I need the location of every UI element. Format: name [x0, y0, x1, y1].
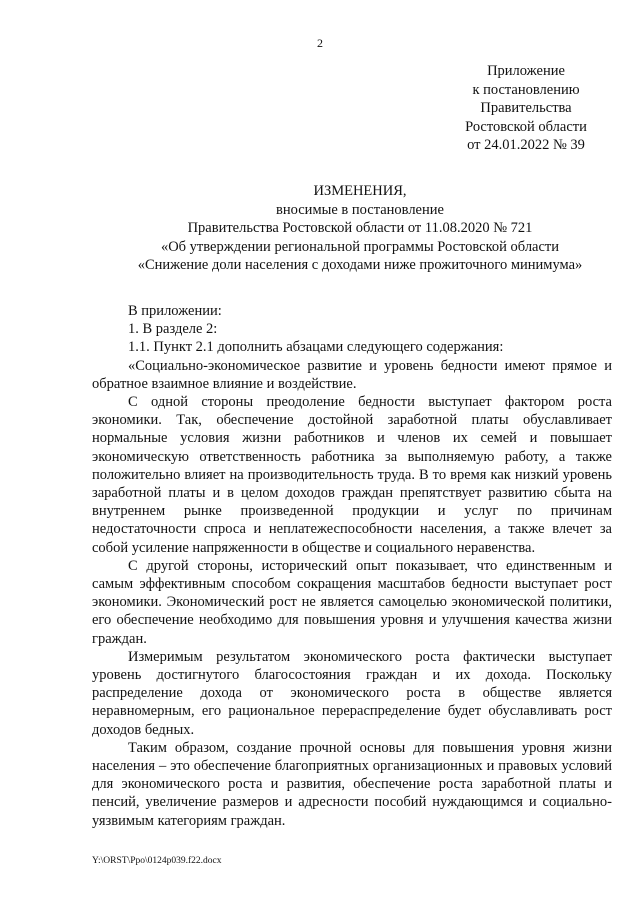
appendix-line-1: Приложение: [487, 63, 565, 79]
paragraph-2: С одной стороны преодоление бедности выступает фактором роста экономики. Так, обеспечение достойной заработной платы обуславливает нормальные условия жизни работников и членов их семей и повышает экономическую ответственность работника за выполняемую работу, а также положительно влияет на производительность труда. В то время как низкий уровень заработной платы и в целом доходов граждан препятствует развитию сбыта на внутреннем рынке произведенной продукции и услуг по причинам недостаточности спроса и неплатежеспособности населения, а также влечет за собой усиление напряженности в обществе и социального неравенства.: [92, 394, 612, 556]
appendix-line-5: от 24.01.2022 № 39: [467, 137, 585, 153]
paragraph-1: «Социально-экономическое развитие и уровень бедности имеют прямое и обратное взаимное влияние и воздействие.: [92, 357, 612, 392]
appendix-line-4: Ростовской области: [465, 118, 587, 135]
intro-line-1: В приложении:: [128, 303, 222, 319]
title-line-4: «Снижение доли населения с доходами ниже прожиточного минимума»: [137, 257, 583, 273]
paragraph-4: Измеримым результатом экономического роста фактически выступает уровень достигнутого благосостояния граждан и их дохода. Поскольку распределение дохода от экономического роста в обществе является неравномерным, его рациональное перераспределение будет обуславливать рост доходов бедных.: [92, 648, 612, 738]
title-line-1: вносимые в постановление: [276, 201, 444, 218]
paragraph-3: С другой стороны, исторический опыт показывает, что единственным и самым эффективным способом сокращения масштабов бедности выступает рост экономики. Экономический рост не является самоцелью экономической политики, его обеспечение необходимо для повышения уровня и улучшения качества жизни граждан.: [92, 557, 612, 647]
title-line-2: Правительства Ростовской области от 11.08.2020 № 721: [187, 220, 533, 236]
title-line-3: «Об утверждении региональной программы Ростовской области: [160, 238, 560, 255]
intro-line-3: 1.1. Пункт 2.1 дополнить абзацами следующего содержания:: [128, 339, 504, 356]
document-body: [92, 302, 612, 830]
intro-line-2: 1. В разделе 2:: [128, 321, 218, 338]
paragraph-5: Таким образом, создание прочной основы для повышения уровня жизни населения – это обеспечение благоприятных организационных и правовых условий для экономического роста и развития, обеспечение роста заработной платы и пенсий, увеличение размеров и адресности пособий нуждающимся и социально-уязвимым категориям граждан.: [92, 739, 612, 829]
file-path-footer: Y:\ORST\Ppo\0124p039.f22.docx: [92, 856, 222, 866]
appendix-line-2: к постановлению: [472, 81, 580, 98]
appendix-block: [446, 62, 606, 155]
page-number: 2: [317, 36, 323, 50]
document-title: [90, 182, 630, 275]
title-heading: ИЗМЕНЕНИЯ,: [313, 183, 407, 199]
appendix-line-3: Правительства: [480, 100, 572, 116]
